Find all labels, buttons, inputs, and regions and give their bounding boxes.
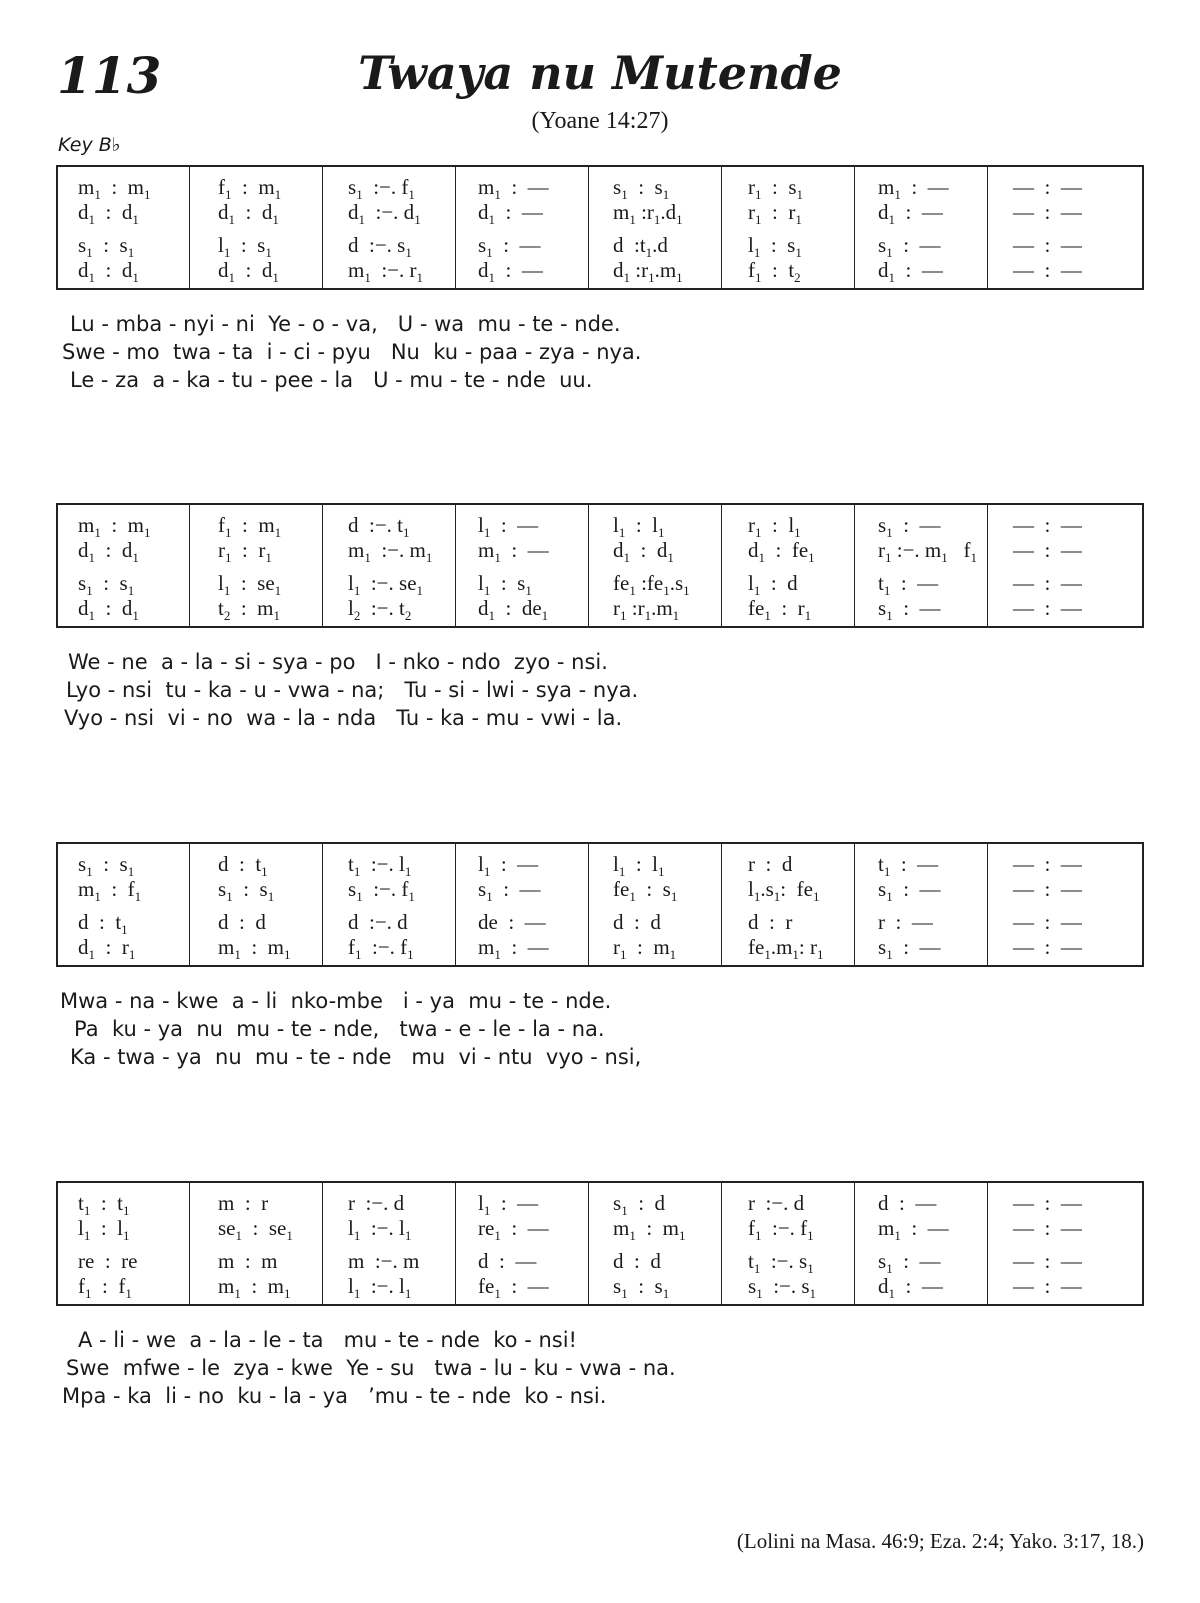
solfa-note: $l_1$ : — bbox=[478, 1191, 539, 1218]
solfa-staff bbox=[56, 503, 1144, 628]
solfa-note: $r_1$ : $m_1$ bbox=[613, 935, 677, 962]
solfa-note: $l_1$ :−. $se_1$ bbox=[348, 571, 424, 598]
solfa-note: d : d bbox=[613, 910, 661, 934]
solfa-note: $l_1$ : $s_1$ bbox=[748, 233, 802, 260]
solfa-note: $s_1$ :−. $f_1$ bbox=[348, 175, 415, 202]
solfa-note: $d_1$ : — bbox=[478, 200, 543, 227]
solfa-note: $f_1$ : $m_1$ bbox=[218, 513, 282, 540]
solfa-note: $l_1$ : d bbox=[748, 571, 798, 598]
solfa-note: $se_1$ : $se_1$ bbox=[218, 1216, 293, 1243]
solfa-note: $r_1$ :−. $m_1$ $f_1$ bbox=[878, 538, 978, 565]
solfa-note: $s_1$ : — bbox=[878, 513, 941, 540]
solfa-note: d : d bbox=[613, 1249, 661, 1273]
solfa-note: r : — bbox=[878, 910, 933, 934]
solfa-note: $m_1$ : $f_1$ bbox=[78, 877, 142, 904]
solfa-note: $fe_1.m_1$: $r_1$ bbox=[748, 935, 824, 962]
solfa-note: d : r bbox=[748, 910, 793, 934]
solfa-note: $s_1$ :−. $s_1$ bbox=[748, 1274, 817, 1301]
hymn-reference: (Yoane 14:27) bbox=[531, 108, 669, 134]
lyric-line: Lu - mba - nyi - ni Ye - o - va, U - wa mu - te - nde. bbox=[70, 312, 621, 336]
solfa-note: $f_1$ : $t_2$ bbox=[748, 258, 801, 285]
solfa-note: $m_1$ : — bbox=[478, 175, 549, 202]
solfa-note: $fe_1$ : $s_1$ bbox=[613, 877, 678, 904]
solfa-note: $s_1$ : — bbox=[478, 877, 541, 904]
lyrics-block bbox=[56, 1328, 1144, 1412]
solfa-note: $f_1$ : $m_1$ bbox=[218, 175, 282, 202]
solfa-note: re : re bbox=[78, 1249, 138, 1273]
solfa-note: $m_1$ : $m_1$ bbox=[78, 175, 151, 202]
solfa-note: $l_2$ :−. $t_2$ bbox=[348, 596, 412, 623]
lyric-line: We - ne a - la - si - sya - po I - nko - ndo zyo - nsi. bbox=[68, 650, 608, 674]
solfa-note: $m_1$ :−. $r_1$ bbox=[348, 258, 424, 285]
solfa-note: $s_1$ : — bbox=[878, 935, 941, 962]
solfa-note: — : — bbox=[1013, 538, 1082, 562]
solfa-note: $f_1$ :−. $f_1$ bbox=[348, 935, 414, 962]
lyric-line: A - li - we a - la - le - ta mu - te - nde ko - nsi! bbox=[78, 1328, 577, 1352]
lyric-line: Vyo - nsi vi - no wa - la - nda Tu - ka - mu - vwi - la. bbox=[64, 706, 623, 730]
solfa-note: $s_1$ : — bbox=[878, 877, 941, 904]
music-section-3 bbox=[56, 842, 1144, 1073]
solfa-note: $fe_1$ : — bbox=[478, 1274, 549, 1301]
solfa-note: $l_1$ : $s_1$ bbox=[478, 571, 532, 598]
solfa-note: — : — bbox=[1013, 1216, 1082, 1240]
solfa-note: $l_1$ : $se_1$ bbox=[218, 571, 282, 598]
solfa-note: — : — bbox=[1013, 935, 1082, 959]
solfa-note: $f_1$ : $f_1$ bbox=[78, 1274, 132, 1301]
solfa-note: $m_1$ : $m_1$ bbox=[218, 935, 291, 962]
solfa-note: $t_2$ : $m_1$ bbox=[218, 596, 281, 623]
solfa-staff bbox=[56, 165, 1144, 290]
solfa-staff bbox=[56, 1181, 1144, 1306]
solfa-note: $m_1$ : — bbox=[478, 538, 549, 565]
music-section-1 bbox=[56, 165, 1144, 396]
solfa-note: $r_1$ : $r_1$ bbox=[218, 538, 272, 565]
lyric-line: Swe mfwe - le zya - kwe Ye - su twa - lu - ku - vwa - na. bbox=[66, 1356, 676, 1380]
solfa-note: d :−. $s_1$ bbox=[348, 233, 412, 260]
solfa-note: $s_1$ : — bbox=[478, 233, 541, 260]
lyric-line: Pa ku - ya nu mu - te - nde, twa - e - le - la - na. bbox=[74, 1017, 605, 1041]
solfa-note: — : — bbox=[1013, 200, 1082, 224]
solfa-note: m : m bbox=[218, 1249, 278, 1273]
solfa-note: $m_1$ : — bbox=[878, 175, 949, 202]
solfa-note: $d_1$ : $d_1$ bbox=[78, 596, 139, 623]
solfa-note: $f_1$ :−. $f_1$ bbox=[748, 1216, 814, 1243]
hymn-number: 113 bbox=[57, 46, 162, 105]
key-signature: Key B♭ bbox=[58, 134, 121, 156]
solfa-note: $l_1.s_1$: $fe_1$ bbox=[748, 877, 820, 904]
solfa-note: $s_1$ : — bbox=[878, 596, 941, 623]
lyrics-block bbox=[56, 650, 1144, 734]
solfa-note: d :−. d bbox=[348, 910, 408, 934]
solfa-note: r :−. d bbox=[348, 1191, 405, 1215]
solfa-note: — : — bbox=[1013, 1249, 1082, 1273]
solfa-note: $fe_1$ : $r_1$ bbox=[748, 596, 812, 623]
solfa-note: — : — bbox=[1013, 596, 1082, 620]
solfa-note: $fe_1$ $:fe_1.s_1$ bbox=[613, 571, 690, 598]
solfa-note: d : $t_1$ bbox=[218, 852, 268, 879]
lyric-line: Lyo - nsi tu - ka - u - vwa - na; Tu - si - lwi - sya - nya. bbox=[66, 678, 639, 702]
scripture-footer: (Lolini na Masa. 46:9; Eza. 2:4; Yako. 3:17, 18.) bbox=[736, 1529, 1144, 1553]
solfa-note: $d_1$ : — bbox=[478, 258, 543, 285]
solfa-note: $t_1$ :−. $s_1$ bbox=[748, 1249, 814, 1276]
solfa-note: d :−. $t_1$ bbox=[348, 513, 410, 540]
solfa-note: $d_1$ : $r_1$ bbox=[78, 935, 136, 962]
solfa-note: — : — bbox=[1013, 1274, 1082, 1298]
solfa-note: $r_1$ : $r_1$ bbox=[748, 200, 802, 227]
solfa-note: $s_1$ : $s_1$ bbox=[218, 877, 275, 904]
solfa-note: $s_1$ : $s_1$ bbox=[78, 233, 135, 260]
lyrics-block bbox=[56, 312, 1144, 396]
solfa-note: $d_1$ : $d_1$ bbox=[78, 538, 139, 565]
solfa-note: — : — bbox=[1013, 1191, 1082, 1215]
solfa-note: — : — bbox=[1013, 513, 1082, 537]
solfa-note: $d_1$ : $d_1$ bbox=[218, 258, 279, 285]
solfa-note: — : — bbox=[1013, 175, 1082, 199]
solfa-note: $l_1$ :−. $l_1$ bbox=[348, 1216, 412, 1243]
solfa-note: $s_1$ : — bbox=[878, 233, 941, 260]
solfa-note: d : $t_1$ bbox=[78, 910, 128, 937]
lyric-line: Mpa - ka li - no ku - la - ya ’mu - te - nde ko - nsi. bbox=[62, 1384, 607, 1408]
solfa-note: r : d bbox=[748, 852, 793, 876]
solfa-note: $d_1$ : $d_1$ bbox=[613, 538, 674, 565]
solfa-note: $r_1$ : $s_1$ bbox=[748, 175, 804, 202]
solfa-note: $t_1$ :−. $l_1$ bbox=[348, 852, 412, 879]
solfa-note: $m_1$ : — bbox=[878, 1216, 949, 1243]
solfa-note: $re_1$ : — bbox=[478, 1216, 549, 1243]
solfa-note: $d_1$ : — bbox=[878, 258, 943, 285]
solfa-note: $m_1$ : — bbox=[478, 935, 549, 962]
solfa-note: $r_1$ $:r_1.m_1$ bbox=[613, 596, 680, 623]
solfa-note: $m_1$ : $m_1$ bbox=[218, 1274, 291, 1301]
solfa-note: $l_1$ : — bbox=[478, 513, 539, 540]
music-section-2 bbox=[56, 503, 1144, 734]
solfa-note: $t_1$ : — bbox=[878, 571, 939, 598]
solfa-note: $m_1$ : $m_1$ bbox=[613, 1216, 686, 1243]
solfa-note: $s_1$ : $s_1$ bbox=[613, 1274, 670, 1301]
solfa-note: — : — bbox=[1013, 852, 1082, 876]
music-section-4 bbox=[56, 1181, 1144, 1412]
solfa-note: d : — bbox=[478, 1249, 537, 1273]
solfa-note: $d_1$ :−. $d_1$ bbox=[348, 200, 421, 227]
solfa-note: $d_1$ : $d_1$ bbox=[78, 200, 139, 227]
solfa-note: $m_1$ :−. $m_1$ bbox=[348, 538, 433, 565]
solfa-note: de : — bbox=[478, 910, 546, 934]
solfa-note: r :−. d bbox=[748, 1191, 805, 1215]
solfa-note: $l_1$ :−. $l_1$ bbox=[348, 1274, 412, 1301]
solfa-note: d : — bbox=[878, 1191, 937, 1215]
lyric-line: Swe - mo twa - ta i - ci - pyu Nu ku - paa - zya - nya. bbox=[62, 340, 642, 364]
solfa-note: $d_1$ : $fe_1$ bbox=[748, 538, 815, 565]
solfa-note: $d_1$ : — bbox=[878, 1274, 943, 1301]
solfa-note: $d_1$ $:r_1.m_1$ bbox=[613, 258, 683, 285]
solfa-note: $s_1$ : d bbox=[613, 1191, 666, 1218]
solfa-note: $m_1$ : $m_1$ bbox=[78, 513, 151, 540]
solfa-note: $r_1$ : $l_1$ bbox=[748, 513, 801, 540]
solfa-note: — : — bbox=[1013, 571, 1082, 595]
lyric-line: Ka - twa - ya nu mu - te - nde mu vi - ntu vyo - nsi, bbox=[70, 1045, 642, 1069]
solfa-note: $l_1$ : $l_1$ bbox=[613, 513, 665, 540]
solfa-note: $l_1$ : — bbox=[478, 852, 539, 879]
solfa-note: $s_1$ : $s_1$ bbox=[78, 571, 135, 598]
solfa-note: $m_1$ $:r_1.d_1$ bbox=[613, 200, 683, 227]
solfa-note: — : — bbox=[1013, 233, 1082, 257]
solfa-note: $s_1$ :−. $f_1$ bbox=[348, 877, 415, 904]
solfa-note: $s_1$ : $s_1$ bbox=[613, 175, 670, 202]
solfa-note: $l_1$ : $l_1$ bbox=[613, 852, 665, 879]
solfa-note: $d_1$ : — bbox=[878, 200, 943, 227]
lyric-line: Le - za a - ka - tu - pee - la U - mu - te - nde uu. bbox=[70, 368, 593, 392]
solfa-note: m :−. m bbox=[348, 1249, 420, 1273]
solfa-note: $d_1$ : $d_1$ bbox=[218, 200, 279, 227]
solfa-note: d : d bbox=[218, 910, 266, 934]
solfa-note: — : — bbox=[1013, 258, 1082, 282]
solfa-note: $l_1$ : $s_1$ bbox=[218, 233, 272, 260]
solfa-note: $l_1$ : $l_1$ bbox=[78, 1216, 130, 1243]
solfa-note: $t_1$ : — bbox=[878, 852, 939, 879]
lyric-line: Mwa - na - kwe a - li nko-mbe i - ya mu - te - nde. bbox=[60, 989, 612, 1013]
solfa-note: m : r bbox=[218, 1191, 269, 1215]
solfa-note: $s_1$ : $s_1$ bbox=[78, 852, 135, 879]
hymn-title: Twaya nu Mutende bbox=[358, 46, 842, 100]
solfa-note: — : — bbox=[1013, 910, 1082, 934]
solfa-note: $d_1$ : $de_1$ bbox=[478, 596, 549, 623]
solfa-note: $s_1$ : — bbox=[878, 1249, 941, 1276]
solfa-note: $t_1$ : $t_1$ bbox=[78, 1191, 130, 1218]
lyrics-block bbox=[56, 989, 1144, 1073]
solfa-note: — : — bbox=[1013, 877, 1082, 901]
solfa-staff bbox=[56, 842, 1144, 967]
solfa-note: $d_1$ : $d_1$ bbox=[78, 258, 139, 285]
solfa-note: d $:t_1.d$ bbox=[613, 233, 668, 260]
